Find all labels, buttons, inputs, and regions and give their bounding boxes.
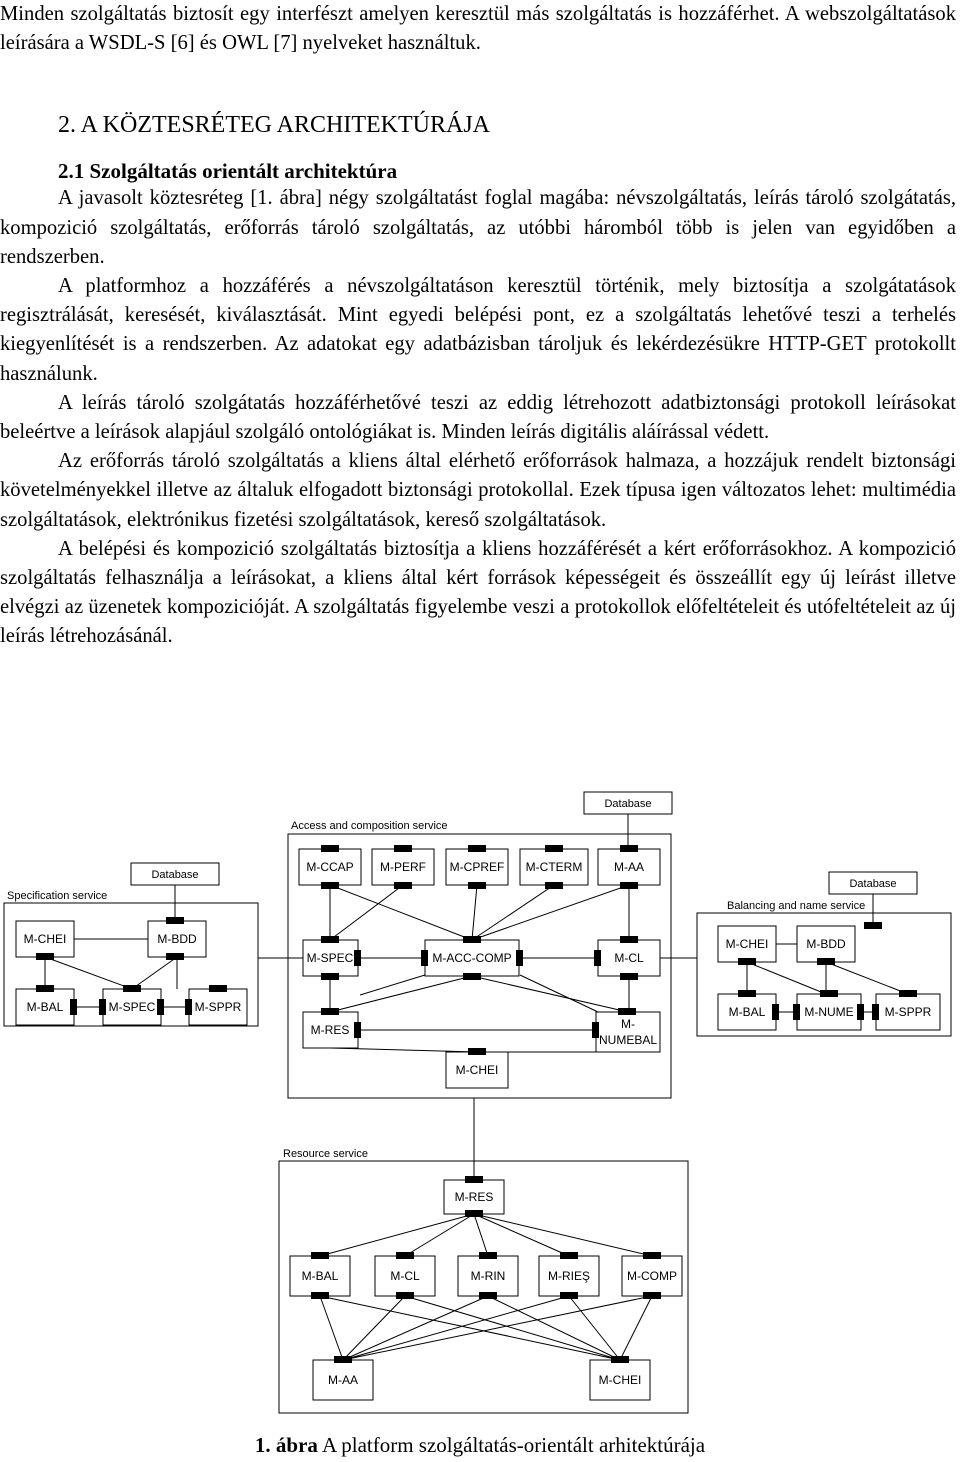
module-label: M-NUME bbox=[804, 1005, 854, 1019]
module-label: M-SPPR bbox=[884, 1005, 932, 1019]
paragraph: Minden szolgáltatás biztosít egy interfészt amelyen keresztül más szolgáltatás is hozzáférhet. A webszolgáltatások leírására a WSDL-S [6] és OWL [7] nyelveket használtuk. bbox=[0, 3, 956, 55]
figure-number: 1. ábra bbox=[254, 1433, 318, 1457]
paragraph: A platformhoz a hozzáférés a névszolgáltatáson keresztül történik, mely biztosítja a szolgátatások regisztrálását, keresését, kiválasztását. Mint egyedi belépési pont, ez a szolgáltatás lehetővé teszi a terhelés kiegyenlítését is a rendszerben. Az adatokat egy adatbázisban tároljuk és lekérdezésükre HTTP-GET protokollt használunk. bbox=[0, 275, 956, 385]
paragraph: A javasolt köztesréteg [1. ábra] négy szolgáltatást foglal magába: névszolgáltatás, leírás tároló szolgátatás, kompozició szolgáltatás, erőforrás tároló szolgáltatás, az utóbbi háromból több is jelen van egyidőben a rendszerben. bbox=[0, 187, 956, 268]
module-label: M-ACC-COMP bbox=[432, 951, 512, 965]
paragraph: A belépési és kompozició szolgáltatás biztosítja a kliens hozzáférését a kért erőforrásokhoz. A kompozició szolgáltatás felhasználja a leírásokat, a kliens által kért források képességeit és összeállít egy új leírást illetve elvégzi az üzenetek kompozicióját. A szolgáltatás figyelembe veszi a protokollok előfeltételeit és utófeltételeit az új leírás létrehozásánál. bbox=[0, 537, 956, 648]
connector bbox=[320, 1214, 652, 1360]
module-label: M-BAL bbox=[728, 1005, 766, 1019]
group-label: Resource service bbox=[283, 1148, 368, 1160]
group-label: Balancing and name service bbox=[727, 900, 866, 912]
module-label: M-SPEC bbox=[306, 951, 354, 965]
module-label: M-CHEI bbox=[23, 932, 67, 946]
module-label: M-AA bbox=[614, 860, 644, 874]
module-label: M-BAL bbox=[301, 1269, 339, 1283]
module-label: M-CPREF bbox=[449, 860, 505, 874]
module-label: M-PERF bbox=[380, 860, 426, 874]
database-label: Database bbox=[604, 798, 652, 810]
module-label: M-CL bbox=[390, 1269, 420, 1283]
module-label: M-CHEI bbox=[598, 1373, 642, 1387]
database-label: Database bbox=[151, 869, 199, 881]
module-label: M-RIEŞ bbox=[548, 1269, 590, 1283]
module-label: M- bbox=[621, 1017, 635, 1031]
group-label: Access and composition service bbox=[291, 820, 448, 832]
paragraph: Az erőforrás tároló szolgáltatás a kliens által elérhető erőforrások halmaza, a hozzájuk rendelt biztonsági követelményekkel illetve az általuk elfogadott biztonsági protokollal. Ezek típusa igen változatos lehet: multimédia szolgáltatások, elektrónikus fizetési szolgáltatások, kereső szolgáltatások. bbox=[0, 450, 956, 531]
module-label: M-CCAP bbox=[306, 860, 354, 874]
module-label: M-RES bbox=[310, 1023, 350, 1037]
group-label: Specification service bbox=[7, 890, 108, 902]
section-heading: 2. A KÖZTESRÉTEG ARCHITEKTÚRÁJA bbox=[58, 112, 490, 139]
paragraph: A leírás tároló szolgátatás hozzáférhetővé teszi az eddig létrehozott adatbiztonsági protokoll leírásokat beleértve a leírások alapjául szolgáló ontológiákat is. Minden leírás digitális aláírással védett. bbox=[0, 391, 956, 444]
module-label: M-SPEC bbox=[108, 1000, 156, 1014]
module-label: M-CL bbox=[614, 951, 644, 965]
figure-caption-text: A platform szolgáltatás-orientált arhitektúrája bbox=[317, 1433, 706, 1457]
module-label: M-BDD bbox=[157, 932, 197, 946]
module-label: M-RIN bbox=[470, 1269, 506, 1283]
figure-caption bbox=[0, 1432, 960, 1458]
module-label: M-RES bbox=[454, 1190, 494, 1204]
module-label: M-BAL bbox=[26, 1000, 64, 1014]
connector bbox=[330, 885, 629, 940]
module-label: M-AA bbox=[328, 1373, 358, 1387]
module-label: M-SPPR bbox=[194, 1000, 242, 1014]
module-label: NUMEBAL bbox=[598, 1033, 658, 1047]
module-label: M-CHEI bbox=[455, 1063, 499, 1077]
subsection-heading: 2.1 Szolgáltatás orientált architektúra bbox=[58, 159, 398, 184]
module-label: M-COMP bbox=[627, 1269, 677, 1283]
database-label: Database bbox=[849, 878, 897, 890]
module-label: M-CHEI bbox=[725, 937, 769, 951]
module-label: M-CTERM bbox=[525, 860, 583, 874]
connector bbox=[360, 975, 598, 1012]
module-label: M-BDD bbox=[806, 937, 846, 951]
